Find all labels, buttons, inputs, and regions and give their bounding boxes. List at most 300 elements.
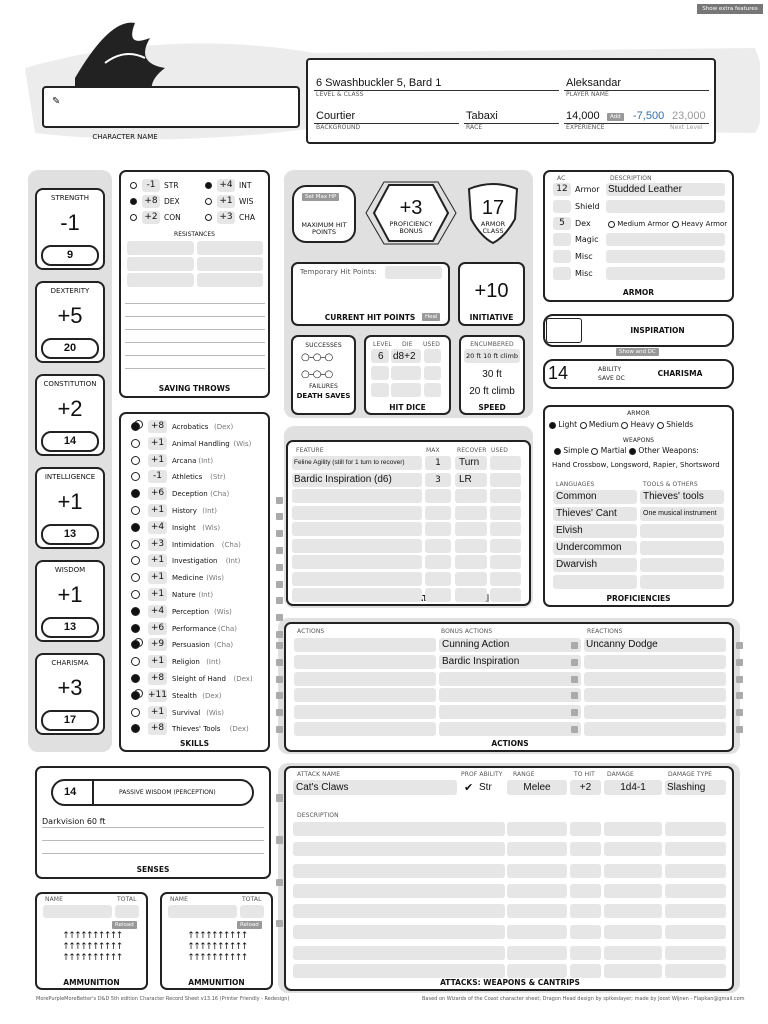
reaction-arrow-button[interactable]	[736, 659, 743, 666]
action-side-button[interactable]	[276, 676, 283, 683]
skill-modifier: +8	[150, 421, 165, 431]
action-arrow-button[interactable]	[571, 709, 578, 716]
action-side-button[interactable]	[276, 709, 283, 716]
action-side-button[interactable]	[276, 692, 283, 699]
skill-name: Performance	[172, 624, 217, 633]
skill-modifier: +1	[150, 706, 165, 717]
action-field[interactable]	[294, 705, 436, 719]
bonus-action-field[interactable]	[439, 705, 581, 719]
tool-field[interactable]	[640, 524, 724, 538]
action-side-button[interactable]	[276, 726, 283, 733]
action-field[interactable]	[294, 655, 436, 669]
weapons-prof-options[interactable]: Simple Martial Other Weapons:	[554, 446, 699, 455]
save-proficiency-toggle[interactable]	[130, 214, 137, 221]
tool-field[interactable]	[640, 575, 724, 589]
armor-description-value: Studded Leather	[608, 184, 682, 195]
attack-row-field[interactable]	[604, 884, 662, 898]
skill-name: Arcana	[172, 456, 197, 465]
tool-field[interactable]	[640, 541, 724, 555]
skill-name: Athletics	[172, 473, 203, 482]
success-checkboxes[interactable]: ○–○–○	[301, 352, 333, 363]
tool-field[interactable]	[640, 558, 724, 572]
hit-dice-cell[interactable]	[424, 366, 441, 380]
temp-hp-field[interactable]	[385, 266, 442, 279]
skill-ability: (Str)	[210, 473, 226, 482]
feature-max-field[interactable]	[425, 489, 451, 503]
feature-max-field[interactable]	[425, 572, 451, 586]
armor-description-field[interactable]	[606, 267, 725, 280]
reaction-arrow-button[interactable]	[736, 709, 743, 716]
reaction-field[interactable]	[584, 672, 726, 686]
bonus-action-field[interactable]	[439, 688, 581, 702]
feature-recover-field[interactable]	[455, 506, 487, 520]
skill-proficiency-toggle[interactable]	[131, 439, 140, 448]
armor-row-label: Misc	[575, 252, 593, 262]
skill-modifier: +1	[150, 589, 165, 599]
reaction-arrow-button[interactable]	[736, 726, 743, 733]
resistance-field-4[interactable]	[197, 257, 263, 271]
feature-name-field[interactable]	[292, 506, 422, 520]
skill-modifier: +9	[150, 639, 165, 650]
skill-ability: (Cha)	[214, 641, 234, 650]
feature-recover-field[interactable]	[455, 555, 487, 569]
feature-recover-field[interactable]	[455, 539, 487, 553]
attack-name-value: Cat's Claws	[296, 782, 349, 793]
ability-name: CONSTITUTION	[43, 380, 97, 388]
weapon-list[interactable]: Hand Crossbow, Longsword, Rapier, Shortsword	[552, 461, 720, 469]
character-name-field[interactable]	[42, 86, 300, 128]
skill-name: Perception	[172, 607, 210, 616]
action-field[interactable]	[294, 722, 436, 736]
skill-name: Religion	[172, 658, 200, 667]
armor-ac-field[interactable]	[553, 200, 571, 213]
bonus-action-value: Bardic Inspiration	[442, 655, 520, 667]
feature-recover-field[interactable]	[455, 572, 487, 586]
armor-prof-options[interactable]: Light Medium Heavy Shields	[549, 420, 693, 429]
armor-row-label: Magic	[575, 235, 599, 245]
weapons-prof-header: WEAPONS	[622, 437, 655, 444]
heavy-armor-option[interactable]: Heavy Armor	[672, 220, 727, 228]
attack-row-field[interactable]	[570, 864, 601, 878]
skill-ability: (Wis)	[206, 574, 225, 583]
armor-row-label: Shield	[575, 201, 600, 211]
feature-arrow-button[interactable]	[276, 547, 283, 554]
action-arrow-button[interactable]	[571, 726, 578, 733]
skill-name: Insight	[172, 523, 196, 532]
ability-modifier: +1	[57, 582, 83, 607]
action-field[interactable]	[294, 638, 436, 652]
attack-row-field[interactable]	[604, 842, 662, 856]
action-field[interactable]	[294, 672, 436, 686]
hit-dice-cell[interactable]	[371, 366, 389, 380]
feature-used-field[interactable]	[490, 489, 521, 503]
skill-ability: (Int)	[202, 507, 218, 515]
ability-name: CHARISMA	[51, 659, 89, 667]
ability-score[interactable]: 9	[66, 249, 74, 261]
skill-ability: (Dex)	[229, 725, 249, 734]
skill-proficiency-toggle[interactable]	[131, 624, 140, 633]
attack-row-field[interactable]	[665, 925, 726, 939]
armor-row-label: Misc	[575, 269, 593, 278]
attack-row-field[interactable]	[665, 864, 726, 878]
save-proficiency-toggle[interactable]	[130, 198, 137, 205]
ammo-name-header: NAME	[45, 896, 63, 903]
successes-label: SUCCESSES	[305, 342, 342, 349]
skill-name: Investigation	[172, 557, 218, 566]
attack-side-button[interactable]	[276, 920, 283, 927]
feature-name: Feline Agility (still for 1 turn to recover)	[294, 459, 405, 466]
skill-proficiency-toggle[interactable]	[131, 708, 140, 717]
feature-recover: Turn	[459, 457, 480, 468]
feature-header: FEATURE	[296, 447, 324, 454]
language-field[interactable]	[553, 575, 637, 589]
feature-max-field[interactable]	[425, 522, 451, 536]
resistance-field-5[interactable]	[127, 273, 194, 287]
attack-row-field[interactable]	[507, 884, 567, 898]
prof-check-icon[interactable]: ✔	[464, 781, 474, 794]
attack-row-field[interactable]	[604, 925, 662, 939]
ammo-name-field[interactable]	[168, 905, 237, 918]
attack-row-field[interactable]	[293, 964, 505, 978]
skill-proficiency-toggle[interactable]	[131, 607, 140, 616]
save-proficiency-toggle[interactable]	[205, 214, 212, 221]
tool-value: Thieves' tools	[643, 491, 704, 502]
feature-max-field[interactable]	[425, 506, 451, 520]
failure-checkboxes[interactable]: ○–○–○	[301, 369, 333, 380]
skill-modifier: +1	[150, 656, 165, 667]
feature-max-field[interactable]	[425, 539, 451, 553]
attack-row-field[interactable]	[570, 884, 601, 898]
attacks-label: ATTACKS: WEAPONS & CANTRIPS	[440, 978, 580, 987]
attack-row-field[interactable]	[604, 904, 662, 918]
inspiration-label: INSPIRATION	[630, 326, 685, 335]
armor-ac-header: AC	[557, 175, 566, 182]
arrow-ammo-icons[interactable]: ↑↑↑↑↑↑↑↑↑↑ ↑↑↑↑↑↑↑↑↑↑ ↑↑↑↑↑↑↑↑↑↑	[187, 931, 247, 963]
class-level-label: LEVEL & CLASS	[316, 91, 364, 98]
hit-dice-cell[interactable]	[424, 383, 441, 397]
feature-name-field[interactable]	[292, 522, 422, 536]
senses-side-button[interactable]	[276, 794, 283, 801]
ability-name: DEXTERITY	[50, 287, 90, 295]
ammo-total-header: TOTAL	[242, 896, 262, 903]
hit-dice-used-cell[interactable]	[424, 349, 441, 363]
passive-perception-value: 14	[64, 786, 77, 798]
ammo-name-field[interactable]	[43, 905, 112, 918]
save-ability: WIS	[239, 197, 254, 206]
used-header: USED	[491, 447, 509, 454]
attack-row-field[interactable]	[570, 964, 601, 978]
feature-recover-field[interactable]	[455, 588, 487, 602]
armor-description-field[interactable]	[606, 233, 725, 246]
hit-dice-cell[interactable]	[391, 383, 421, 397]
set-max-hp-button[interactable]: Set Max HP	[302, 193, 339, 201]
save-modifier: -1	[146, 180, 156, 190]
description-header: DESCRIPTION	[297, 812, 339, 819]
save-proficiency-toggle[interactable]	[130, 182, 137, 189]
skill-modifier: +1	[150, 572, 165, 583]
feature-arrow-button[interactable]	[276, 564, 283, 571]
armor-description-header: DESCRIPTION	[610, 175, 652, 182]
attack-row-field[interactable]	[507, 925, 567, 939]
next-level-label: Next Level	[670, 124, 703, 131]
reaction-field[interactable]	[584, 655, 726, 669]
reaction-field[interactable]	[584, 688, 726, 702]
attack-row-field[interactable]	[293, 904, 505, 918]
feature-used-field[interactable]	[490, 473, 521, 487]
attack-row-field[interactable]	[604, 822, 662, 836]
action-arrow-button[interactable]	[571, 659, 578, 666]
background-value[interactable]: Courtier	[316, 110, 356, 122]
attack-row-field[interactable]	[570, 904, 601, 918]
encumbered-value: 20 ft 10 ft climb	[466, 352, 518, 360]
armor-ac-value: 12	[556, 184, 568, 194]
hit-dice-used-header: USED	[423, 341, 441, 348]
bonus-action-field[interactable]	[439, 722, 581, 736]
bonus-actions-header: BONUS ACTIONS	[441, 628, 493, 635]
add-experience-button[interactable]: Add	[607, 113, 624, 121]
skill-proficiency-toggle[interactable]	[131, 540, 140, 549]
skill-ability: (Cha)	[217, 624, 237, 633]
attack-row-field[interactable]	[570, 925, 601, 939]
ammunition-label: AMMUNITION	[63, 978, 120, 987]
armor-row-label: Dex	[575, 218, 591, 228]
feature-used-field[interactable]	[490, 506, 521, 520]
feature-recover-field[interactable]	[455, 522, 487, 536]
attack-row-field[interactable]	[293, 822, 505, 836]
action-field[interactable]	[294, 688, 436, 702]
skill-proficiency-toggle[interactable]	[131, 422, 140, 431]
reaction-arrow-button[interactable]	[736, 676, 743, 683]
skill-modifier: +1	[150, 454, 165, 465]
action-arrow-button[interactable]	[571, 642, 578, 649]
reaction-arrow-button[interactable]	[736, 642, 743, 649]
reaction-field[interactable]	[584, 722, 726, 736]
senses-side-button[interactable]	[276, 837, 283, 844]
experience-value[interactable]: 14,000	[566, 110, 600, 122]
skill-name: Nature	[172, 591, 196, 599]
ammo-total-field[interactable]	[240, 905, 264, 918]
feature-name-field[interactable]	[292, 539, 422, 553]
languages-header: LANGUAGES	[556, 481, 595, 488]
skill-modifier: +3	[150, 538, 165, 549]
resistance-field-3[interactable]	[127, 257, 194, 271]
armor-description-field[interactable]	[606, 200, 725, 213]
player-name-value[interactable]: Aleksandar	[566, 77, 622, 89]
armor-class-value: 17	[481, 197, 505, 219]
passive-perception-label: PASSIVE WISDOM (PERCEPTION)	[119, 789, 216, 796]
attack-row-field[interactable]	[293, 842, 505, 856]
attack-side-button[interactable]	[276, 879, 283, 886]
save-ability: CHA	[239, 213, 256, 222]
armor-ac-value: 5	[559, 217, 565, 228]
armor-class-label: ARMOR CLASS	[480, 220, 506, 235]
attack-row-field[interactable]	[570, 822, 601, 836]
feature-used-field[interactable]	[490, 456, 521, 470]
attack-row-field[interactable]	[665, 884, 726, 898]
ability-score[interactable]: 13	[63, 528, 77, 540]
attack-row-field[interactable]	[507, 964, 567, 978]
armor-ac-field[interactable]	[553, 267, 571, 280]
attack-row-field[interactable]	[570, 842, 601, 856]
reaction-arrow-button[interactable]	[736, 692, 743, 699]
feature-name-field[interactable]	[292, 489, 422, 503]
attack-row-field[interactable]	[507, 822, 567, 836]
feature-arrow-button[interactable]	[276, 597, 283, 604]
attack-row-field[interactable]	[507, 864, 567, 878]
show-dc-button[interactable]: Show and DC	[616, 348, 659, 356]
experience-label: EXPERIENCE	[566, 124, 605, 131]
hit-dice-die-value: d8+2	[393, 351, 416, 362]
resistance-field-1[interactable]	[127, 241, 194, 255]
skill-modifier: +4	[150, 521, 165, 532]
heal-button[interactable]: Heal	[422, 313, 440, 321]
resistance-field-6[interactable]	[197, 273, 263, 287]
class-level-value[interactable]: 6 Swashbuckler 5, Bard 1	[316, 77, 442, 89]
attack-row-field[interactable]	[665, 946, 726, 960]
next-level-value: 23,000	[672, 110, 706, 122]
reload-button[interactable]: Reload	[112, 921, 137, 929]
skill-name: Acrobatics	[172, 423, 209, 431]
skill-modifier: +11	[148, 689, 167, 700]
skill-name: Animal Handling	[172, 439, 230, 448]
feature-name-field[interactable]	[292, 555, 422, 569]
race-label: RACE	[466, 124, 483, 131]
attack-row-field[interactable]	[293, 925, 505, 939]
max-header: MAX	[426, 447, 440, 454]
attack-row-field[interactable]	[507, 904, 567, 918]
max-hp-label: MAXIMUM HIT POINTS	[301, 221, 347, 236]
feature-used-field[interactable]	[490, 522, 521, 536]
ability-score[interactable]: 13	[63, 621, 77, 633]
attack-row-field[interactable]	[570, 946, 601, 960]
action-arrow-button[interactable]	[571, 692, 578, 699]
save-proficiency-toggle[interactable]	[205, 198, 212, 205]
inspiration-field[interactable]	[546, 318, 582, 343]
ability-modifier: +3	[57, 675, 83, 700]
skill-modifier: +6	[150, 488, 165, 499]
attack-row-field[interactable]	[604, 864, 662, 878]
attack-row-field[interactable]	[507, 842, 567, 856]
feature-name-field[interactable]	[292, 572, 422, 586]
action-arrow-button[interactable]	[571, 676, 578, 683]
save-dc-label: SAVE DC	[598, 375, 625, 382]
reload-button[interactable]: Reload	[237, 921, 262, 929]
attack-row-field[interactable]	[665, 904, 726, 918]
reaction-field[interactable]	[584, 705, 726, 719]
skill-proficiency-toggle[interactable]	[131, 590, 140, 599]
attack-row-field[interactable]	[665, 964, 726, 978]
skill-name: Thieves' Tools	[172, 725, 221, 734]
feature-max-field[interactable]	[425, 588, 451, 602]
reaction-value: Uncanny Dodge	[586, 639, 658, 650]
ammo-total-field[interactable]	[115, 905, 139, 918]
skill-name: Persuasion	[172, 641, 210, 650]
attack-row-field[interactable]	[293, 884, 505, 898]
skill-proficiency-toggle[interactable]	[131, 456, 140, 465]
initiative-label: INITIATIVE	[469, 313, 514, 322]
armor-label: ARMOR	[622, 288, 655, 297]
attack-row-field[interactable]	[293, 946, 505, 960]
feature-arrow-button[interactable]	[276, 530, 283, 537]
hit-dice-cell[interactable]	[371, 383, 389, 397]
armor-ac-field[interactable]	[553, 250, 571, 263]
feature-arrow-button[interactable]	[276, 614, 283, 621]
ammunition-label: AMMUNITION	[188, 978, 245, 987]
resistance-field-2[interactable]	[197, 241, 263, 255]
feature-arrow-button[interactable]	[276, 497, 283, 504]
medium-armor-option[interactable]: Medium Armor	[608, 220, 669, 228]
show-extra-features-button[interactable]: Show extra features	[697, 4, 763, 14]
skill-ability: (Wis)	[214, 607, 232, 616]
skill-proficiency-toggle[interactable]	[131, 506, 140, 515]
feature-arrow-button[interactable]	[276, 581, 283, 588]
feature-used-field[interactable]	[490, 555, 521, 569]
save-proficiency-toggle[interactable]	[205, 182, 212, 189]
skill-modifier: +1	[150, 505, 165, 515]
skill-ability: (Cha)	[210, 490, 230, 499]
attack-row-field[interactable]	[293, 864, 505, 878]
action-side-button[interactable]	[276, 659, 283, 666]
walk-speed-value[interactable]: 30 ft	[482, 369, 502, 380]
armor-description-field[interactable]	[606, 250, 725, 263]
skill-ability: (Cha)	[221, 540, 241, 549]
feature-used-field[interactable]	[490, 539, 521, 553]
feature-used-field[interactable]	[490, 588, 521, 602]
race-value[interactable]: Tabaxi	[466, 110, 498, 122]
spellcasting-ability-value[interactable]: CHARISMA	[657, 369, 703, 378]
attack-row-field[interactable]	[507, 946, 567, 960]
footer-credit-left: MorePurpleMoreBetter's D&D 5th edition Character Record Sheet v13.16 (Printer Friendly - Redesign)	[36, 996, 290, 1002]
damage-value: 1d4-1	[620, 782, 646, 793]
attack-row-field[interactable]	[665, 822, 726, 836]
initiative-value: +10	[474, 280, 509, 302]
ability-modifier: +5	[57, 303, 83, 328]
speed-label: SPEED	[478, 403, 506, 412]
feature-max: 1	[435, 458, 441, 468]
feature-max-field[interactable]	[425, 555, 451, 569]
feature-name-field[interactable]	[292, 588, 422, 602]
climb-speed-value[interactable]: 20 ft climb	[469, 386, 515, 397]
ability-score[interactable]: 17	[63, 714, 77, 726]
feature-used-field[interactable]	[490, 572, 521, 586]
actions-header: ACTIONS	[297, 628, 325, 635]
ability-name: WISDOM	[54, 566, 86, 574]
feature-recover-field[interactable]	[455, 489, 487, 503]
skill-proficiency-toggle[interactable]	[131, 523, 140, 532]
bonus-action-field[interactable]	[439, 672, 581, 686]
feature-arrow-button[interactable]	[276, 513, 283, 520]
skill-proficiency-toggle[interactable]	[131, 691, 140, 700]
proficiency-bonus-value: +3	[399, 197, 423, 219]
hit-dice-cell[interactable]	[391, 366, 421, 380]
skill-ability: (Int)	[198, 456, 214, 465]
ability-score[interactable]: 14	[63, 435, 77, 447]
armor-ac-field[interactable]	[553, 233, 571, 246]
attack-row-field[interactable]	[665, 842, 726, 856]
attack-row-field[interactable]	[604, 946, 662, 960]
arrow-ammo-icons[interactable]: ↑↑↑↑↑↑↑↑↑↑ ↑↑↑↑↑↑↑↑↑↑ ↑↑↑↑↑↑↑↑↑↑	[62, 931, 122, 963]
save-modifier: +4	[219, 180, 233, 190]
feature-arrow-button[interactable]	[276, 631, 283, 638]
skill-proficiency-toggle[interactable]	[131, 674, 140, 683]
darkvision-text[interactable]: Darkvision 60 ft	[42, 817, 106, 826]
ability-score[interactable]: 20	[63, 342, 77, 354]
attack-row-field[interactable]	[604, 964, 662, 978]
experience-delta[interactable]: -7,500	[633, 110, 665, 122]
save-ability: CON	[164, 213, 181, 222]
skill-name: Sleight of Hand	[172, 675, 226, 683]
action-side-button[interactable]	[276, 642, 283, 649]
